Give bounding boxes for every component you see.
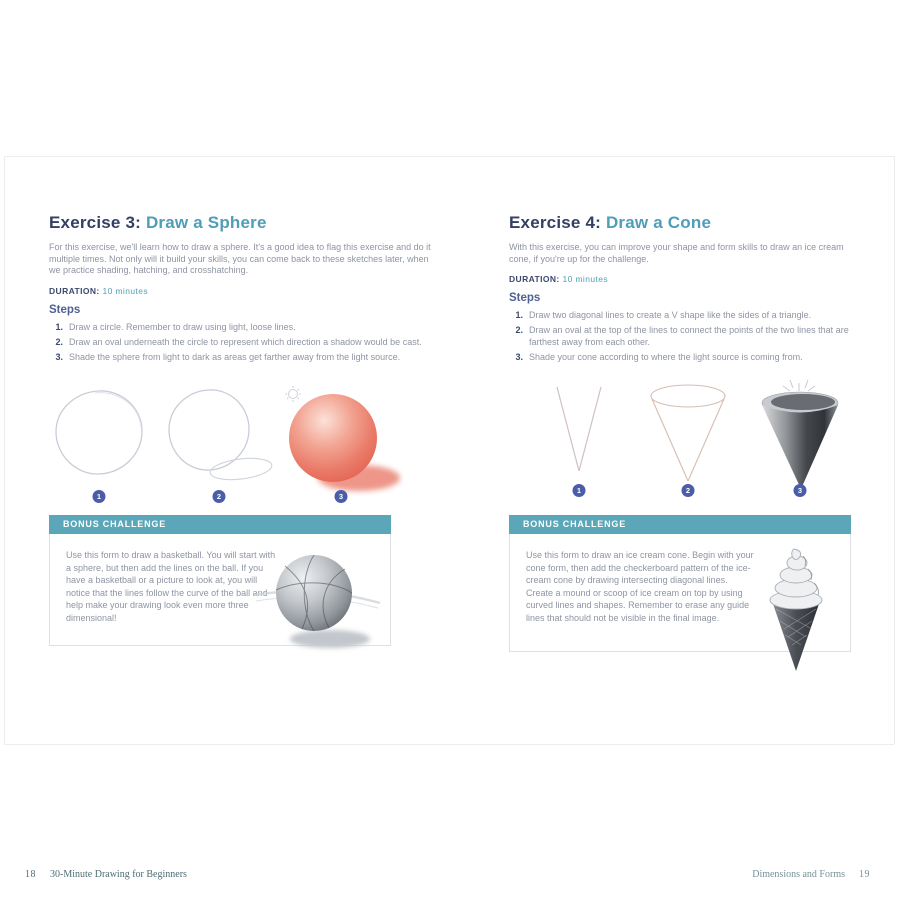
right-page-footer: [752, 869, 870, 880]
sphere-step-2-illustration: [161, 385, 277, 505]
list-item: [49, 337, 441, 349]
ice-cream-cone-drawing: [754, 543, 838, 675]
step-badge: 2: [213, 490, 226, 503]
cone-step-3-illustration: [745, 379, 855, 499]
left-page-column: [49, 213, 441, 505]
duration-value: 10 minutes: [102, 285, 149, 296]
sphere-step-illustrations: [49, 385, 441, 505]
list-item: [509, 352, 861, 364]
list-item: [509, 310, 861, 322]
list-item: [49, 322, 441, 334]
sphere-step-1-illustration: [49, 385, 149, 505]
bonus-challenge-body: [49, 534, 391, 646]
step-badge: 2: [682, 484, 695, 497]
cone-outline-drawing: [633, 379, 743, 485]
exercise-name: Draw a Cone: [605, 213, 712, 232]
page-number: 19: [859, 869, 870, 880]
step-number: 2.: [55, 336, 63, 347]
step-badge: 1: [93, 490, 106, 503]
exercise-name: Draw a Sphere: [145, 213, 267, 232]
page-number: 18: [25, 869, 36, 880]
step-number: 2.: [515, 325, 523, 335]
duration-value: 10 minutes: [562, 274, 609, 284]
duration-line: [509, 274, 861, 284]
steps-heading: Steps: [49, 303, 81, 316]
duration-label: DURATION:: [509, 274, 560, 284]
bonus-challenge-text: Use this form to draw a basketball. You will start with a sphere, but then add the lines on the ball. If you have a basketball or a picture to look at, you will notice that the lines follow the curve of the ball and help make your drawing look even more three dimensional!: [66, 550, 276, 623]
page-title: [509, 213, 861, 233]
page-title: [49, 213, 441, 233]
bonus-challenge-box: [49, 515, 391, 646]
list-item: [509, 325, 861, 348]
step-text: Shade the sphere from light to dark as areas get farther away from the light source.: [69, 351, 401, 362]
step-text: Draw an oval underneath the circle to represent which direction a shadow would be cast.: [69, 336, 422, 347]
sphere-step-3-illustration: [279, 385, 403, 505]
section-title: Dimensions and Forms: [752, 869, 845, 880]
v-lines-drawing: [529, 379, 629, 479]
intro-paragraph: With this exercise, you can improve your shape and form skills to draw an ice cream cone, if you're up for the challenge.: [509, 242, 844, 264]
basketball-drawing: [252, 545, 382, 653]
step-text: Draw an oval at the top of the lines to connect the points of the two lines that are farthest away from each other.: [529, 325, 849, 347]
bonus-challenge-heading: BONUS CHALLENGE: [509, 515, 851, 534]
bonus-challenge-box: [509, 515, 851, 652]
step-number: 1.: [55, 321, 63, 332]
page-sheet: [4, 156, 895, 880]
list-item: [49, 352, 441, 364]
book-title: 30-Minute Drawing for Beginners: [50, 869, 187, 880]
exercise-number: Exercise 4:: [509, 213, 601, 232]
exercise-number: Exercise 3:: [49, 213, 141, 232]
step-text: Draw a circle. Remember to draw using light, loose lines.: [69, 321, 296, 332]
circle-sketch-drawing: [49, 385, 149, 481]
step-number: 1.: [515, 310, 523, 320]
step-badge: 1: [573, 484, 586, 497]
left-page-footer: [25, 869, 187, 880]
step-text: Draw two diagonal lines to create a V shape like the sides of a triangle.: [529, 310, 812, 320]
sun-sparkle-icon: [783, 380, 815, 391]
circle-with-shadow-drawing: [161, 385, 277, 485]
cone-step-1-illustration: [529, 379, 629, 499]
steps-list: [509, 310, 861, 363]
sun-sparkle-icon: [285, 386, 301, 402]
shaded-sphere-drawing: [279, 385, 403, 497]
bonus-challenge-body: [509, 534, 851, 652]
step-badge: 3: [794, 484, 807, 497]
duration-label: DURATION:: [49, 285, 100, 296]
cone-step-2-illustration: [633, 379, 743, 499]
step-number: 3.: [55, 351, 63, 362]
ice-cream-cone-illustration: [754, 549, 838, 637]
shaded-cone-drawing: [745, 379, 855, 491]
right-page-column: [509, 213, 861, 499]
bonus-challenge-heading: BONUS CHALLENGE: [49, 515, 391, 534]
basketball-illustration: [281, 549, 378, 631]
steps-list: [49, 322, 441, 364]
step-badge: 3: [335, 490, 348, 503]
intro-paragraph: For this exercise, we'll learn how to draw a sphere. It's a good idea to flag this exercise and do it multiple times. Not only will it build your skills, you can come back to these sketches later, when we practice shading, hatching, and crosshatching.: [49, 242, 431, 275]
step-number: 3.: [515, 351, 523, 362]
cone-step-illustrations: [509, 379, 861, 499]
bonus-challenge-text: Use this form to draw an ice cream cone. Begin with your cone form, then add the checkerboard pattern of the ice-cream cone by drawing intersecting diagonal lines. Create a mound or scoop of ice cream on top by using curved lines and shapes. Remember to erase any guide lines that should not be visible in the final image.: [526, 550, 754, 623]
duration-line: [49, 286, 441, 296]
steps-heading: Steps: [509, 292, 541, 304]
step-text: Shade your cone according to where the light source is coming from.: [529, 351, 803, 362]
